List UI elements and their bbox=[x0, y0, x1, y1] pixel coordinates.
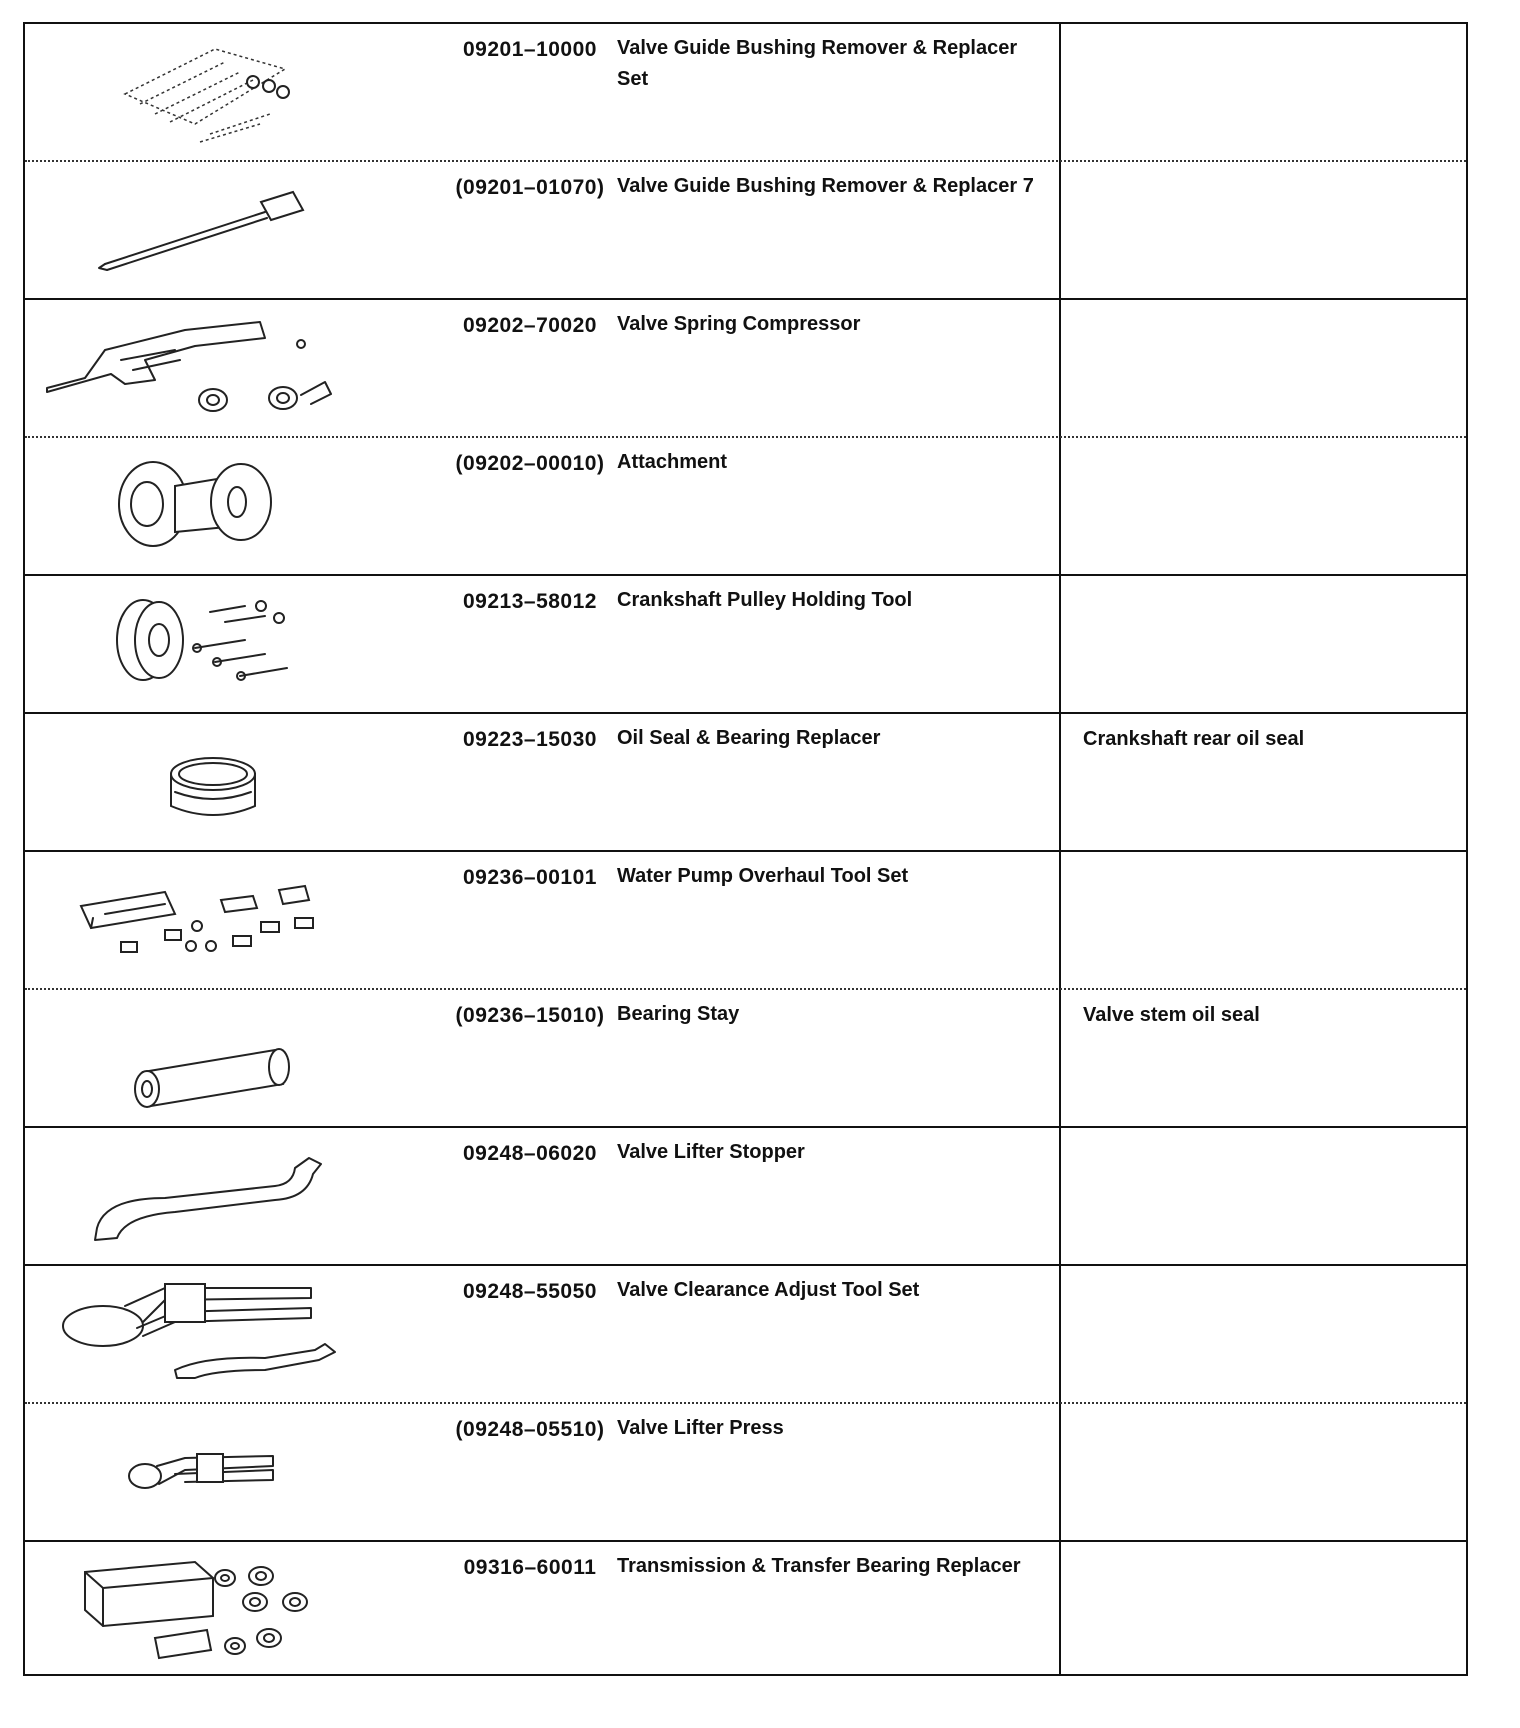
tool-name: Attachment bbox=[617, 451, 728, 473]
tool-row bbox=[25, 438, 1466, 576]
pulley-holding-tool-icon bbox=[25, 576, 405, 714]
tool-row bbox=[25, 852, 1466, 990]
tool-name: Valve Guide Bushing Remover & Replacer 7 bbox=[617, 175, 1034, 197]
part-number: (09248–05510) bbox=[455, 1418, 605, 1441]
tool-name: Transmission & Transfer Bearing Replacer bbox=[617, 1555, 1021, 1577]
valve-spring-compressor-icon bbox=[25, 300, 405, 438]
tool-name: Bearing Stay bbox=[617, 1003, 740, 1025]
tool-name: Water Pump Overhaul Tool Set bbox=[617, 865, 909, 887]
tool-row bbox=[25, 1404, 1466, 1542]
part-number: 09201–10000 bbox=[463, 38, 597, 61]
part-number: (09202–00010) bbox=[455, 452, 605, 475]
part-number: (09201–01070) bbox=[455, 176, 605, 199]
bearing-replacer-set-icon bbox=[25, 1542, 405, 1680]
part-number: 09223–15030 bbox=[463, 728, 597, 751]
tool-name: Crankshaft Pulley Holding Tool bbox=[617, 589, 913, 611]
tool-name: Valve Spring Compressor bbox=[617, 313, 861, 335]
tool-row bbox=[25, 1128, 1466, 1266]
tool-name: Oil Seal & Bearing Replacer bbox=[617, 727, 881, 749]
tool-row bbox=[25, 24, 1466, 162]
part-number: 09213–58012 bbox=[463, 590, 597, 613]
tool-row bbox=[25, 714, 1466, 852]
part-number: 09202–70020 bbox=[463, 314, 597, 337]
tool-name: Valve Guide Bushing Remover & Replacer Set bbox=[617, 37, 1018, 90]
valve-guide-bushing-set-icon bbox=[25, 24, 405, 162]
tool-note: Valve stem oil seal bbox=[1083, 1004, 1260, 1026]
water-pump-tool-set-icon bbox=[25, 852, 405, 990]
bearing-stay-icon bbox=[25, 990, 405, 1128]
special-tools-table bbox=[23, 22, 1468, 1676]
part-number: 09248–55050 bbox=[463, 1280, 597, 1303]
valve-clearance-tool-set-icon bbox=[25, 1266, 405, 1404]
part-number: 09248–06020 bbox=[463, 1142, 597, 1165]
valve-lifter-press-icon bbox=[25, 1404, 405, 1542]
tool-row bbox=[25, 576, 1466, 714]
attachment-icon bbox=[25, 438, 405, 576]
valve-lifter-stopper-icon bbox=[25, 1128, 405, 1266]
tool-name: Valve Clearance Adjust Tool Set bbox=[617, 1279, 920, 1301]
tool-name: Valve Lifter Stopper bbox=[617, 1141, 805, 1163]
tool-row bbox=[25, 300, 1466, 438]
tool-row bbox=[25, 1266, 1466, 1404]
tool-row bbox=[25, 162, 1466, 300]
tool-row bbox=[25, 990, 1466, 1128]
tool-row bbox=[25, 1542, 1466, 1680]
part-number: 09316–60011 bbox=[463, 1556, 597, 1579]
tool-name: Valve Lifter Press bbox=[617, 1417, 784, 1439]
bushing-remover-rod-icon bbox=[25, 162, 405, 300]
tool-note: Crankshaft rear oil seal bbox=[1083, 728, 1305, 750]
part-number: (09236–15010) bbox=[455, 1004, 605, 1027]
part-number: 09236–00101 bbox=[463, 866, 597, 889]
oil-seal-replacer-icon bbox=[25, 714, 405, 852]
